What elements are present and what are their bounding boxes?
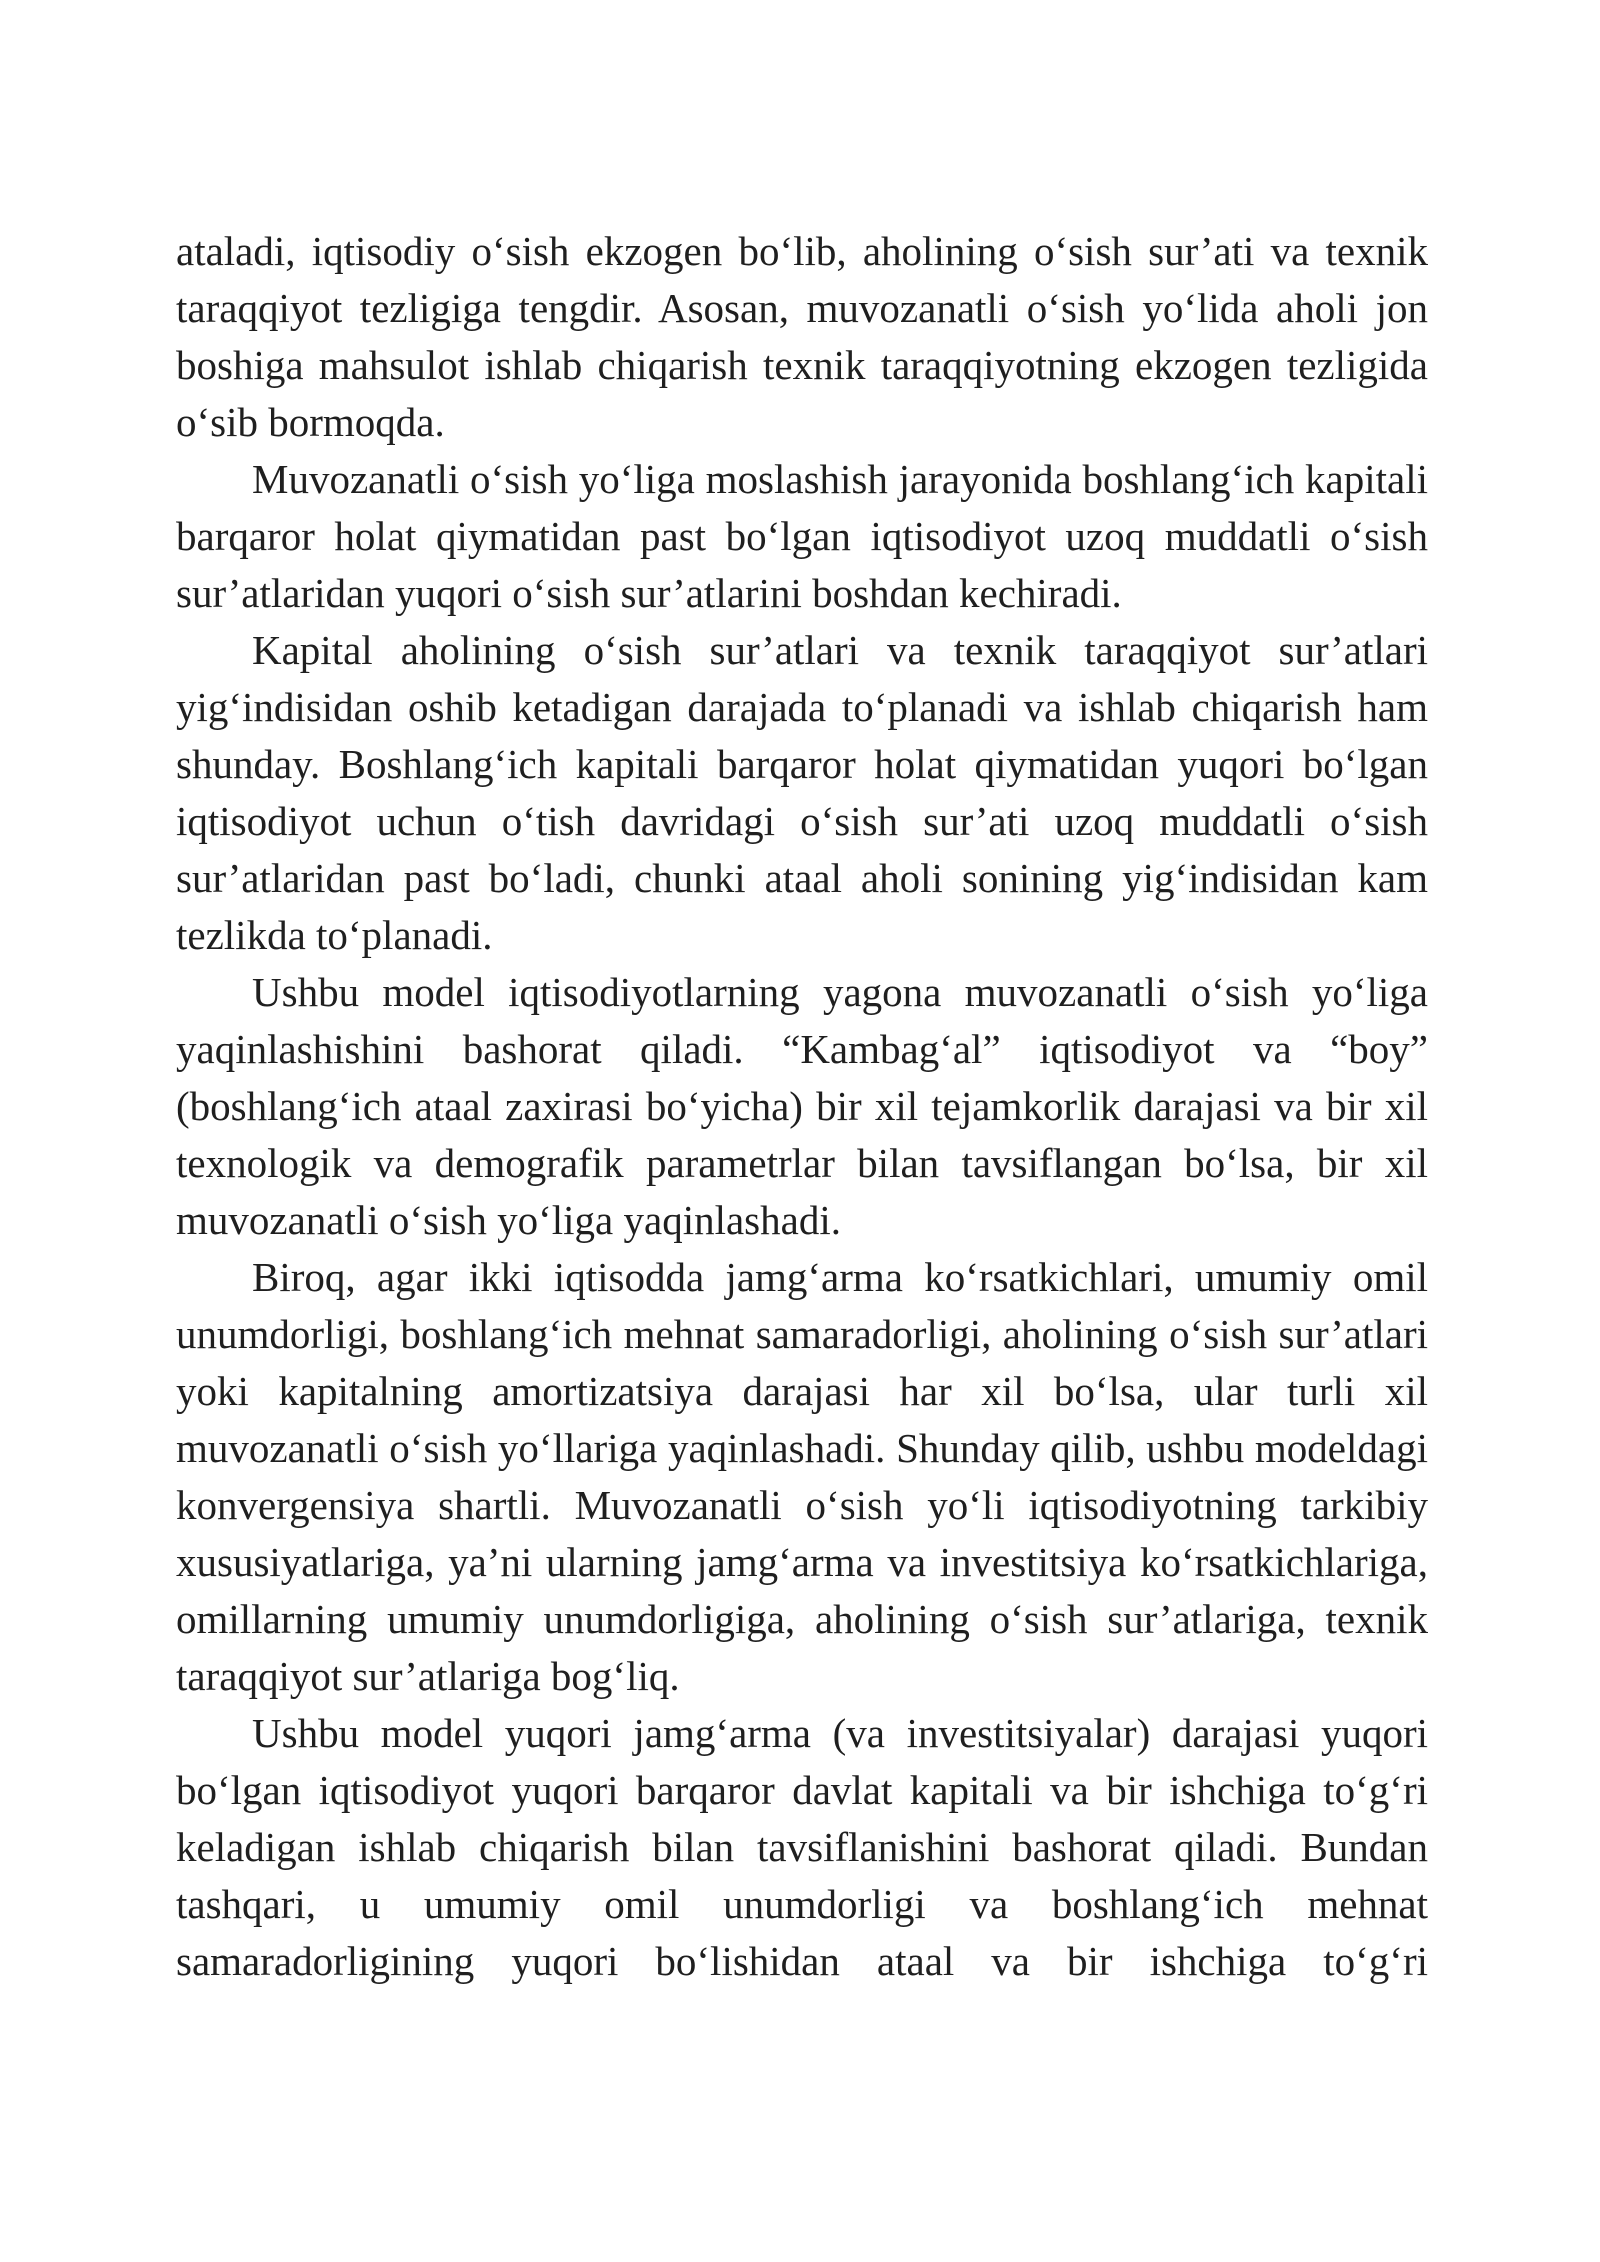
paragraph-4: Ushbu model iqtisodiyotlarning yagona muvozanatli o‘sish yo‘liga yaqinlashishini bashorat qiladi. “Kambag‘al” iqtisodiyot va “boy” (boshlang‘ich ataal zaxirasi bo‘yicha) bir xil tejamkorlik darajasi va bir xil texnologik va demografik parametrlar bilan tavsiflangan bo‘lsa, bir xil muvozanatli o‘sish yo‘liga yaqinlashadi. bbox=[176, 969, 1428, 1243]
paragraph-6: Ushbu model yuqori jamg‘arma (va investitsiyalar) darajasi yuqori bo‘lgan iqtisodiyot yuqori barqaror davlat kapitali va bir ishchiga to‘g‘ri keladigan ishlab chiqarish bilan tavsiflanishini bashorat qiladi. Bundan tashqari, u umumiy omil unumdorligi va boshlang‘ich mehnat samaradorligining yuqori bo‘lishidan ataal va bir ishchiga to‘g‘ri bbox=[176, 1710, 1428, 1984]
paragraph-2: Muvozanatli o‘sish yo‘liga moslashish jarayonida boshlang‘ich kapitali barqaror holat qiymatidan past bo‘lgan iqtisodiyot uzoq muddatli o‘sish sur’atlaridan yuqori o‘sish sur’atlarini boshdan kechiradi. bbox=[176, 456, 1428, 616]
paragraph-1: ataladi, iqtisodiy o‘sish ekzogen bo‘lib, aholining o‘sish sur’ati va texnik taraqqiyot tezligiga tengdir. Asosan, muvozanatli o‘sish yo‘lida aholi jon boshiga mahsulot ishlab chiqarish texnik taraqqiyotning ekzogen tezligida o‘sib bormoqda. bbox=[176, 228, 1428, 445]
paragraph-3: Kapital aholining o‘sish sur’atlari va texnik taraqqiyot sur’atlari yig‘indisidan oshib ketadigan darajada to‘planadi va ishlab chiqarish ham shunday. Boshlang‘ich kapitali barqaror holat qiymatidan yuqori bo‘lgan iqtisodiyot uchun o‘tish davridagi o‘sish sur’ati uzoq muddatli o‘sish sur’atlaridan past bo‘ladi, chunki ataal aholi sonining yig‘indisidan kam tezlikda to‘planadi. bbox=[176, 627, 1428, 958]
paragraph-5: Biroq, agar ikki iqtisodda jamg‘arma ko‘rsatkichlari, umumiy omil unumdorligi, boshlang‘ich mehnat samaradorligi, aholining o‘sish sur’atlari yoki kapitalning amortizatsiya darajasi har xil bo‘lsa, ular turli xil muvozanatli o‘sish yo‘llariga yaqinlashadi. Shunday qilib, ushbu modeldagi konvergensiya shartli. Muvozanatli o‘sish yo‘li iqtisodiyotning tarkibiy xususiyatlariga, ya’ni ularning jamg‘arma va investitsiya ko‘rsatkichlariga, omillarning umumiy unumdorligiga, aholining o‘sish sur’atlariga, texnik taraqqiyot sur’atlariga bog‘liq. bbox=[176, 1254, 1428, 1699]
document-page bbox=[176, 223, 1428, 1990]
